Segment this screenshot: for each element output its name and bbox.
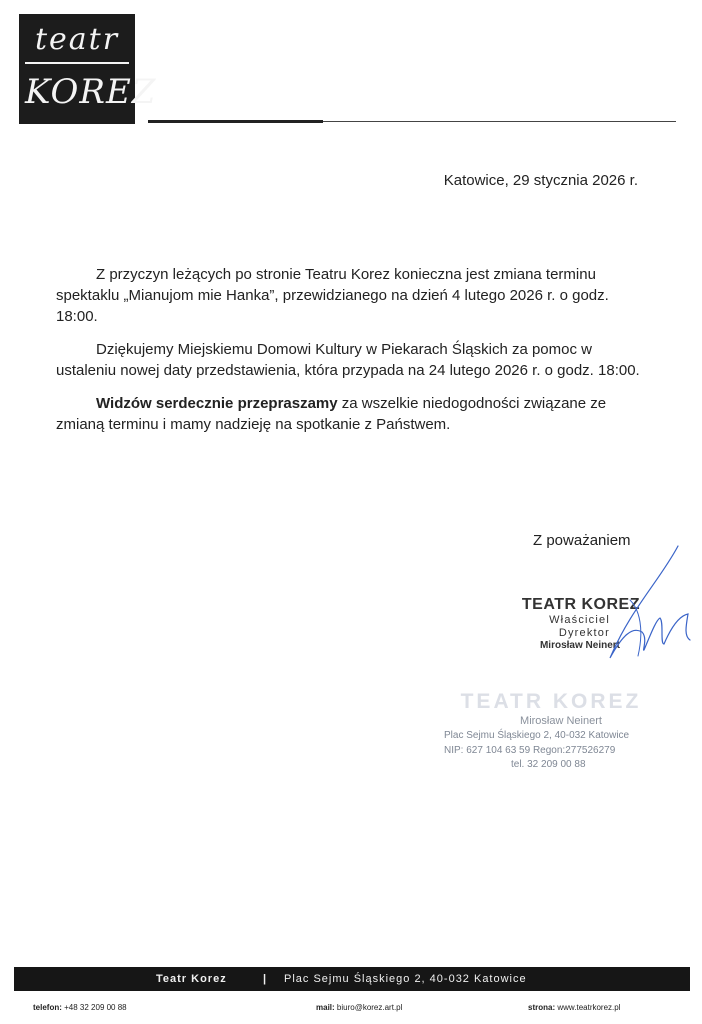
paragraph-2: Dziękujemy Miejskiemu Domowi Kultury w Piekarach Śląskich za pomoc w ustaleniu nowej daty przedstawienia, która przypada na 24 lutego 2026 r. o godz. 18:00.: [56, 341, 640, 379]
mail-link[interactable]: biuro@korez.art.pl: [336, 1003, 403, 1012]
signature-role-owner: Właściciel: [549, 614, 610, 626]
stamp-name: Mirosław Neinert: [520, 715, 602, 727]
footer-address: Plac Sejmu Śląskiego 2, 40-032 Katowice: [284, 973, 527, 985]
paragraph-3-rest: za wszelkie niedogodności związane ze zmianą terminu i mamy nadzieję na spotkanie z Państwem.: [56, 395, 607, 433]
logo-line-korez: KOREZ: [25, 72, 157, 112]
footer-phone: [33, 1003, 127, 1012]
paragraph-3-bold: Widzów serdecznie przepraszamy: [96, 395, 338, 412]
stamp-phone: tel. 32 209 00 88: [511, 759, 586, 770]
signature-org: TEATR KOREZ: [521, 596, 640, 613]
phone-value: +48 32 209 00 88: [64, 1003, 127, 1012]
phone-label: telefon:: [33, 1003, 62, 1012]
paragraph-3: [56, 393, 642, 435]
stamp-address: Plac Sejmu Śląskiego 2, 40-032 Katowice: [444, 730, 630, 741]
mail-label: mail:: [316, 1003, 335, 1012]
paragraph-1: Z przyczyn leżących po stronie Teatru Korez konieczna jest zmiana terminu spektaklu „Mianujom mie Hanka”, przewidzianego na dzień 4 lutego 2026 r. o godz. 18:00.: [56, 266, 609, 325]
stamp-ids: NIP: 627 104 63 59 Regon:277526279: [444, 745, 616, 756]
signature-name: Mirosław Neinert: [539, 640, 620, 651]
website-link[interactable]: www.teatrkorez.pl: [557, 1003, 621, 1012]
logo-line-teatr: teatr: [25, 18, 129, 64]
footer-mail: [316, 1003, 402, 1012]
letter-body: [56, 264, 642, 447]
footer-bar: [14, 967, 690, 991]
footer-separator: |: [263, 973, 267, 985]
company-stamp: [436, 690, 666, 772]
website-label: strona:: [528, 1003, 556, 1012]
stamp-org: TEATR KOREZ: [460, 690, 642, 713]
footer-website: [528, 1003, 621, 1012]
signature-role-director: Dyrektor: [558, 627, 610, 639]
header-rule-thin: [323, 121, 676, 122]
header-rule-thick: [148, 120, 323, 123]
footer-theatre-name: Teatr Korez: [156, 973, 227, 985]
handwritten-signature: [560, 540, 702, 670]
teatr-korez-logo: [19, 14, 157, 124]
letter-date: Katowice, 29 stycznia 2026 r.: [443, 172, 638, 189]
closing-phrase: Z poważaniem: [533, 532, 631, 549]
